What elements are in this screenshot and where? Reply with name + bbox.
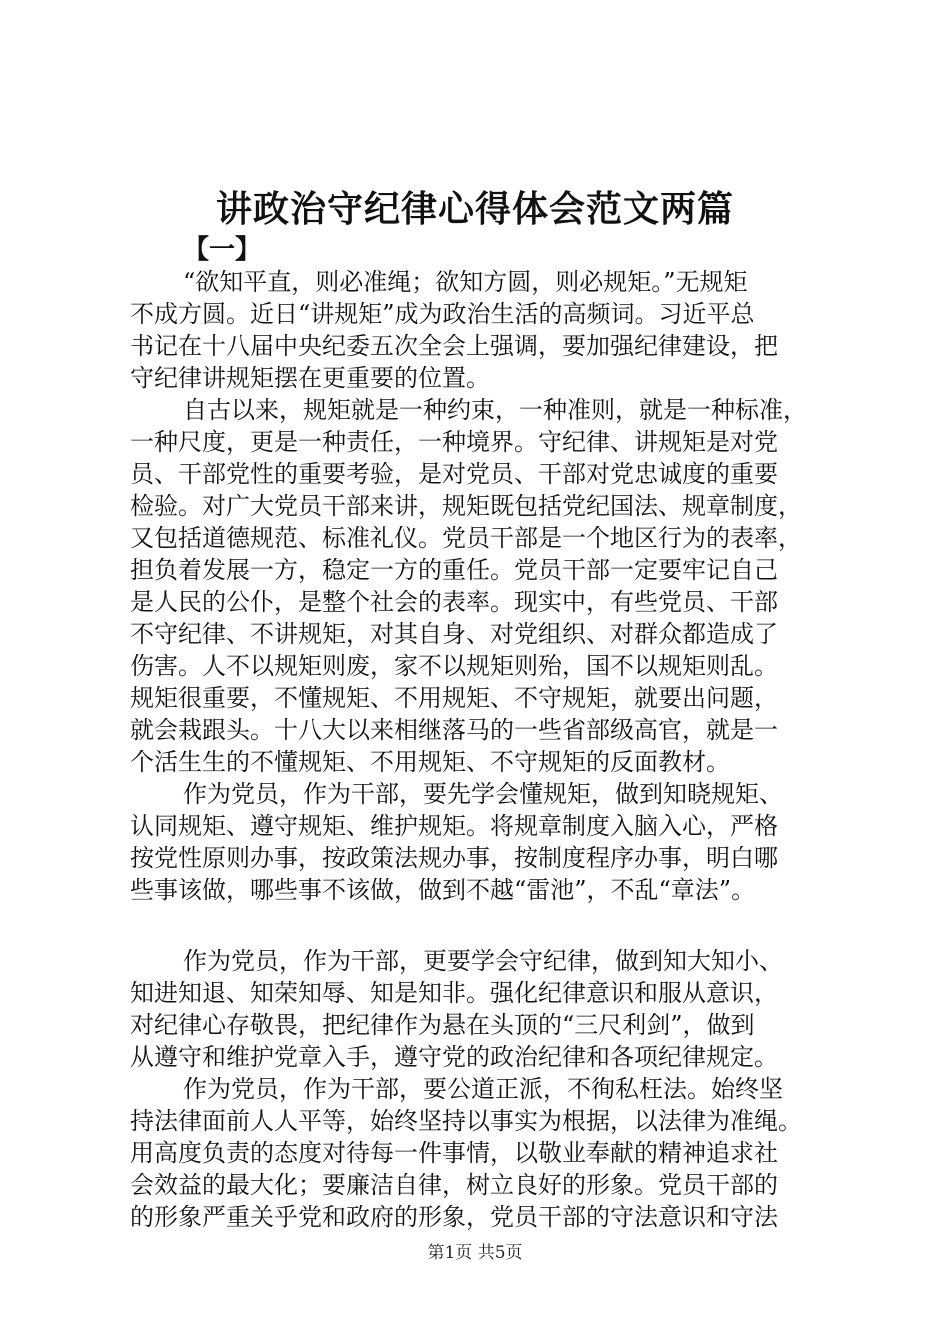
paragraph-line: 认同规矩、遵守规矩、维护规矩。将规章制度入脑入心，严格: [130, 812, 778, 840]
paragraph-line: 的形象严重关乎党和政府的形象，党员干部的守法意识和守法: [130, 1203, 778, 1231]
paragraph-line: “欲知平直，则必准绳；欲知方圆，则必规矩。”无规矩: [183, 268, 748, 296]
paragraph-line: 个活生生的不懂规矩、不用规矩、不守规矩的反面教材。: [130, 748, 730, 776]
paragraph-line: 不成方圆。近日“讲规矩”成为政治生活的高频词。习近平总: [130, 300, 755, 328]
paragraph-line: 规矩很重要，不懂规矩、不用规矩、不守规矩，就要出问题，: [130, 684, 778, 712]
paragraph-line: 是人民的公仆，是整个社会的表率。现实中，有些党员、干部: [130, 588, 778, 616]
paragraph-line: 不守纪律、不讲规矩，对其自身、对党组织、对群众都造成了: [130, 620, 778, 648]
section-heading: 【一】: [183, 235, 262, 265]
paragraph-line: 伤害。人不以规矩则废，家不以规矩则殆，国不以规矩则乱。: [130, 652, 778, 680]
document-body: [130, 266, 830, 1233]
paragraph-line: 从遵守和维护党章入手，遵守党的政治纪律和各项纪律规定。: [130, 1043, 778, 1071]
paragraph-line: 检验。对广大党员干部来讲，规矩既包括党纪国法、规章制度，: [130, 492, 802, 520]
paragraph-line: 守纪律讲规矩摆在更重要的位置。: [130, 364, 490, 392]
paragraph-line: 作为党员，作为干部，要公道正派，不徇私枉法。始终坚: [183, 1075, 783, 1103]
paragraph-line: 又包括道德规范、标准礼仪。党员干部是一个地区行为的表率，: [130, 524, 802, 552]
paragraph-line: 一种尺度，更是一种责任，一种境界。守纪律、讲规矩是对党: [130, 428, 778, 456]
paragraph-line: 书记在十八届中央纪委五次全会上强调，要加强纪律建设，把: [130, 332, 778, 360]
paragraph-line: 知进知退、知荣知辱、知是知非。强化纪律意识和服从意识，: [130, 979, 778, 1007]
page-number-footer: 第1页 共5页: [427, 1243, 523, 1263]
paragraph-line: 会效益的最大化；要廉洁自律，树立良好的形象。党员干部的: [130, 1171, 778, 1199]
paragraph-line: 员、干部党性的重要考验，是对党员、干部对党忠诚度的重要: [130, 460, 778, 488]
paragraph-line: 就会栽跟头。十八大以来相继落马的一些省部级高官，就是一: [130, 716, 778, 744]
paragraph-line: 持法律面前人人平等，始终坚持以事实为根据，以法律为准绳。: [130, 1107, 802, 1135]
paragraph-line: 对纪律心存敬畏，把纪律作为悬在头顶的“三尺利剑”，做到: [130, 1011, 755, 1039]
paragraph-line: 担负着发展一方，稳定一方的重任。党员干部一定要牢记自己: [130, 556, 778, 584]
paragraph-line: 自古以来，规矩就是一种约束，一种准则，就是一种标准，: [183, 396, 807, 424]
paragraph-line: 作为党员，作为干部，要先学会懂规矩，做到知晓规矩、: [183, 780, 783, 808]
paragraph-line: 作为党员，作为干部，更要学会守纪律，做到知大知小、: [183, 947, 783, 975]
document-title: 讲政治守纪律心得体会范文两篇: [215, 188, 734, 230]
paragraph-spacer: [130, 906, 830, 945]
paragraph-line: 按党性原则办事，按政策法规办事，按制度程序办事，明白哪: [130, 844, 778, 872]
paragraph-line: 些事该做，哪些事不该做，做到不越“雷池”，不乱“章法”。: [130, 876, 756, 904]
paragraph-line: 用高度负责的态度对待每一件事情，以敬业奉献的精神追求社: [130, 1139, 778, 1167]
